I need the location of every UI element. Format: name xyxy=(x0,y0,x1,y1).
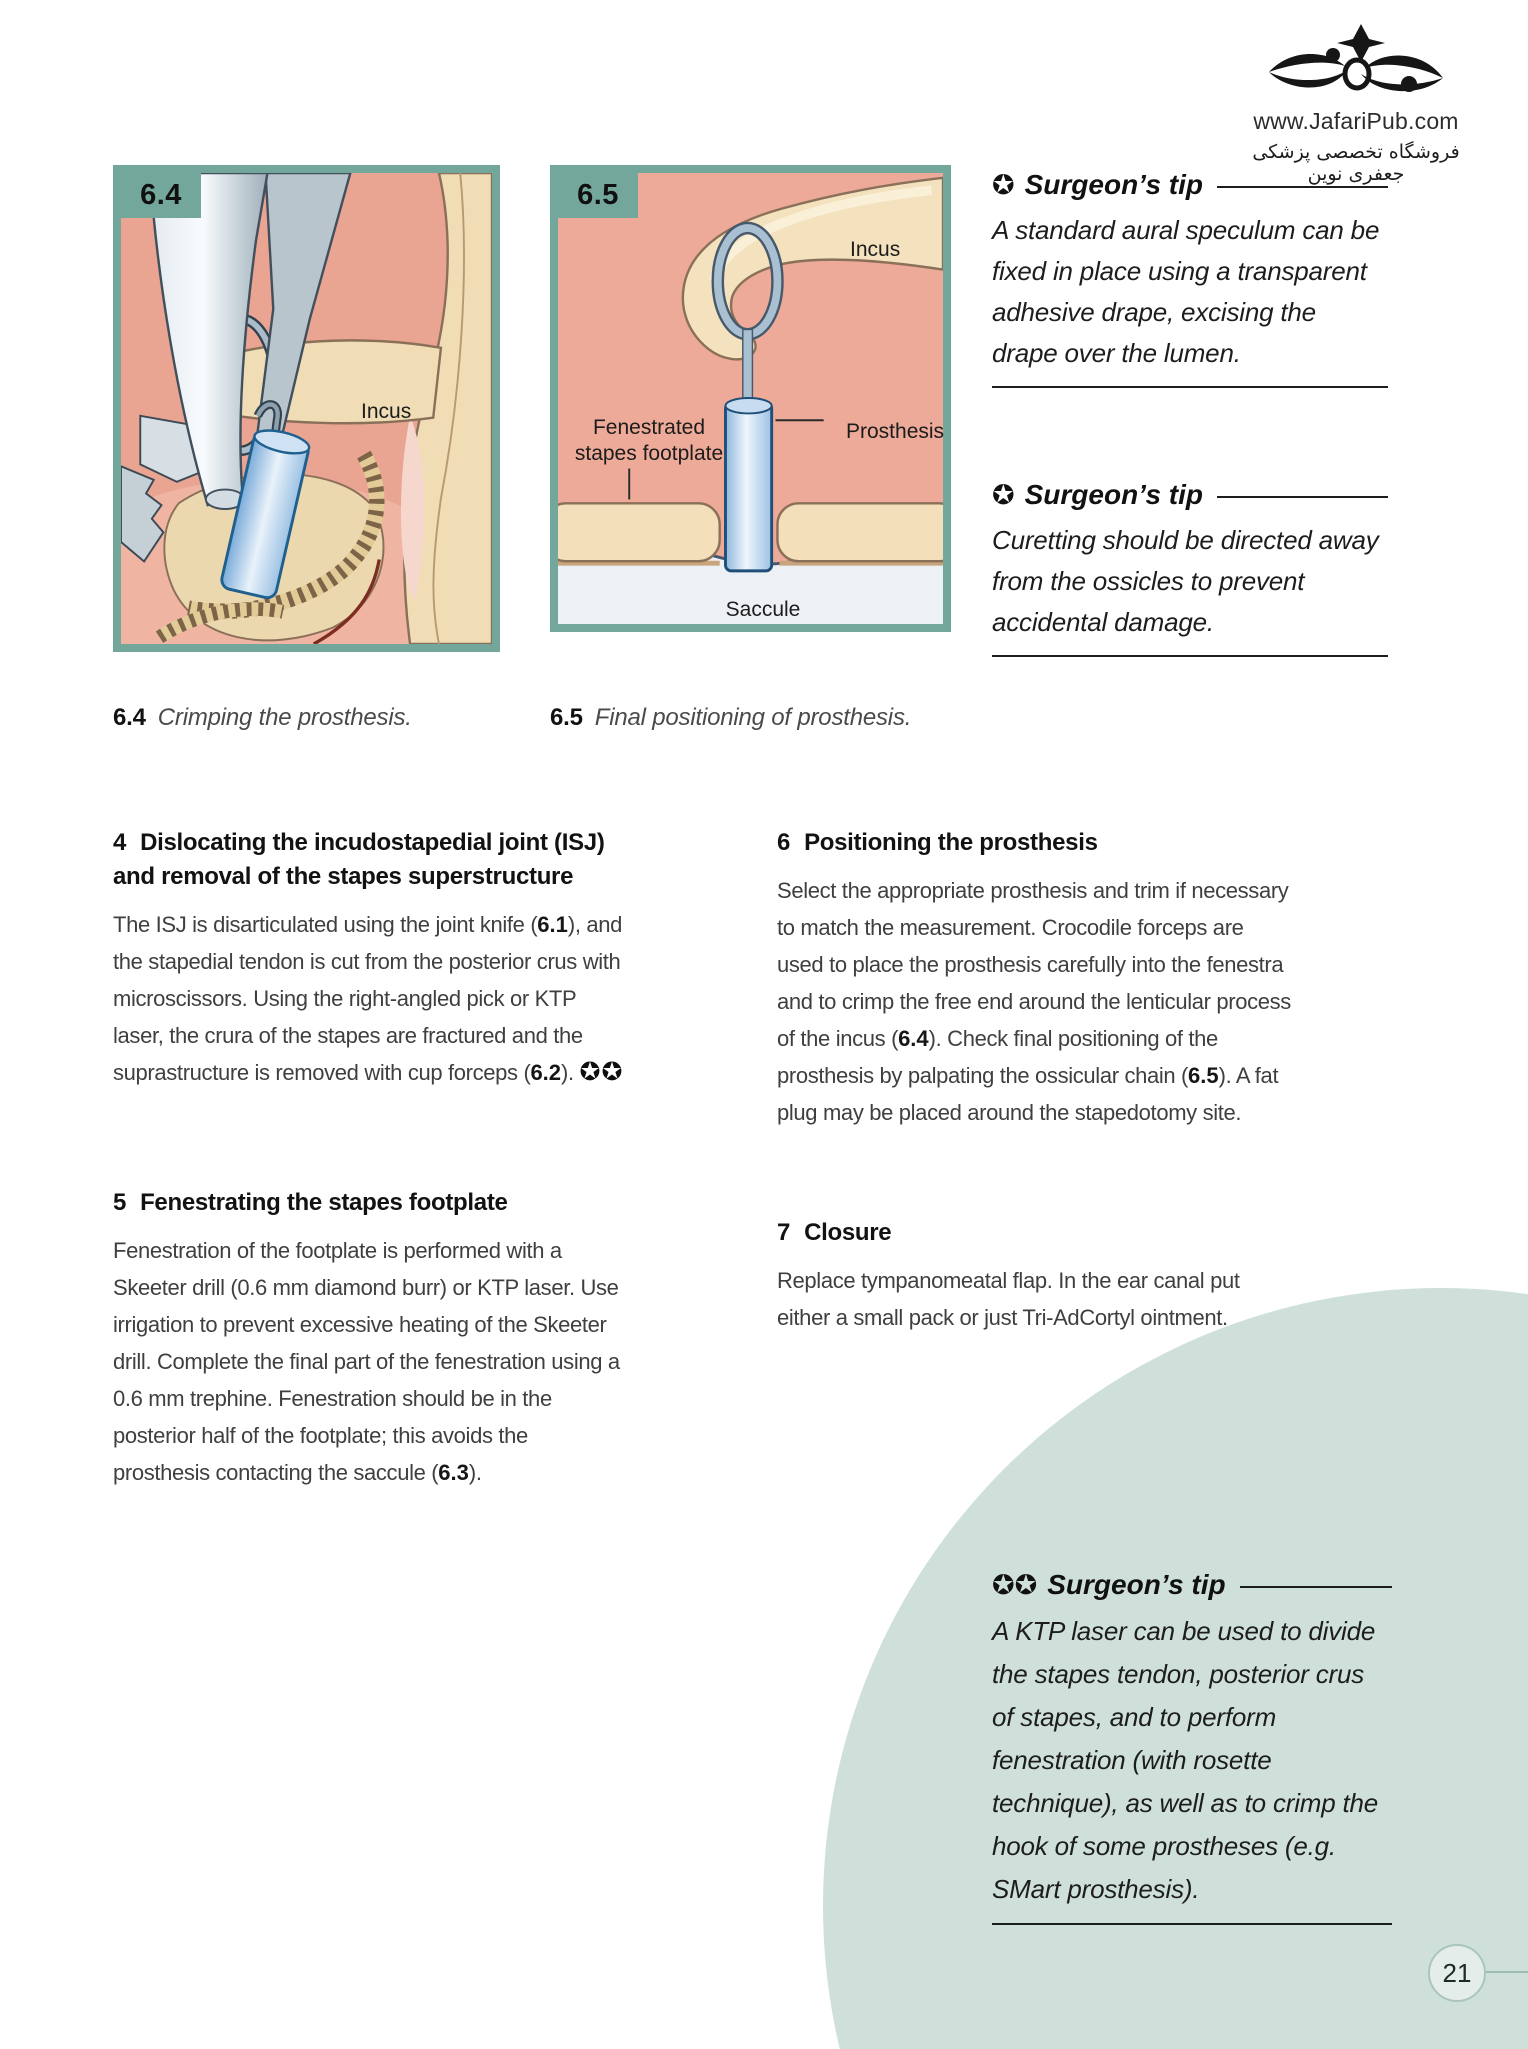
tip-title: Surgeon’s tip xyxy=(1024,169,1204,200)
tip-title-rule xyxy=(1217,186,1388,188)
figure-6-5-number-tag: 6.5 xyxy=(558,173,638,218)
section-4-body: The ISJ is disarticulated using the joint knife (6.1), and the stapedial tendon is cut from the posterior crus with microscissors. Using the right-angled pick or KTP laser, the crura of the stapes are fractured and the suprastructure is removed with cup forceps (6.2). ✪✪ xyxy=(113,912,624,1086)
figure-6-4-number-tag: 6.4 xyxy=(121,173,201,218)
figure-6-4 xyxy=(113,165,500,652)
section-6-heading xyxy=(777,826,1292,860)
section-7 xyxy=(777,1216,1292,1336)
section-5-heading xyxy=(113,1186,628,1220)
section-4 xyxy=(113,826,628,1091)
section-number: 7 xyxy=(777,1219,791,1246)
tip-title: Surgeon’s tip xyxy=(1047,1569,1226,1600)
caption-number: 6.5 xyxy=(550,704,583,731)
surgeons-tip-3 xyxy=(992,1568,1392,1925)
circled-star-icon: ✪ xyxy=(992,170,1015,200)
surgeons-tip-1 xyxy=(992,168,1388,388)
section-5-body: Fenestration of the footplate is performed with a Skeeter drill (0.6 mm diamond burr) or KTP laser. Use irrigation to prevent excessive heating of the Skeeter drill. Complete the final part of the fenestration using a 0.6 mm trephine. Fenestration should be in the posterior half of the footplate; this avoids the prosthesis contacting the saccule (6.3). xyxy=(113,1238,620,1485)
figure-6-4-illustration xyxy=(121,173,492,644)
tip-heading xyxy=(992,1568,1392,1602)
figure-6-5-label-saccule: Saccule xyxy=(725,598,801,621)
surgeons-tip-2 xyxy=(992,478,1388,657)
figure-6-4-caption xyxy=(113,704,412,732)
tip-text: Curetting should be directed away from the ossicles to prevent accidental damage. xyxy=(992,525,1379,637)
circled-star-icon: ✪ xyxy=(992,480,1015,510)
section-6-body: Select the appropriate prosthesis and trim if necessary to match the measurement. Crocodile forceps are used to place the prosthesis carefully into the fenestra and to crimp the free end around the lenticular process of the incus (6.4). Check final positioning of the prosthesis by palpating the ossicular chain (6.5). A fat plug may be placed around the stapedotomy site. xyxy=(777,878,1291,1125)
tip-text: A KTP laser can be used to divide the stapes tendon, posterior crus of stapes, and to perform fenestration (with rosette technique), as well as to crimp the hook of some prostheses (e.g. SMart prosthesis). xyxy=(992,1616,1379,1904)
section-title: Positioning the prosthesis xyxy=(804,829,1098,856)
caption-text: Crimping the prosthesis. xyxy=(157,704,412,731)
figure-6-4-label-incus: Incus xyxy=(361,400,412,423)
caption-text: Final positioning of prosthesis. xyxy=(594,704,912,731)
caption-number: 6.4 xyxy=(113,704,146,731)
section-number: 4 xyxy=(113,829,127,856)
tip-title-rule xyxy=(1240,1586,1392,1588)
section-title: Closure xyxy=(804,1219,892,1246)
publisher-subtitle-farsi: فروشگاه تخصصی پزشکی جعفری نوین xyxy=(1252,141,1460,185)
section-number: 6 xyxy=(777,829,791,856)
section-6 xyxy=(777,826,1292,1131)
figure-6-5 xyxy=(550,165,951,632)
figure-6-5-label-footplate: Fenestrated stapes footplate xyxy=(574,416,724,465)
page-number: 21 xyxy=(1442,1957,1472,1988)
publisher-logo xyxy=(1238,22,1474,185)
publisher-url: www.JafariPub.com xyxy=(1253,108,1459,134)
tip-heading xyxy=(992,478,1388,512)
section-title: Fenestrating the stapes footplate xyxy=(140,1189,508,1216)
section-4-heading xyxy=(113,826,628,894)
tip-heading xyxy=(992,168,1388,202)
circled-star-icons: ✪✪ xyxy=(992,1570,1038,1600)
tip-title: Surgeon’s tip xyxy=(1024,479,1204,510)
section-5 xyxy=(113,1186,628,1491)
tip-title-rule xyxy=(1217,496,1388,498)
page-number-badge xyxy=(1428,1944,1486,2002)
section-title: Dislocating the incudostapedial joint (ISJ) and removal of the stapes superstructure xyxy=(113,829,605,890)
figure-6-5-label-prosthesis: Prosthesis xyxy=(846,420,945,443)
section-7-heading xyxy=(777,1216,1292,1250)
publisher-logo-icon xyxy=(1261,22,1451,106)
section-number: 5 xyxy=(113,1189,127,1216)
figure-6-5-label-incus: Incus xyxy=(850,238,901,261)
page-number-rule xyxy=(1484,1971,1528,1973)
section-7-body: Replace tympanomeatal flap. In the ear canal put either a small pack or just Tri-AdCortyl ointment. xyxy=(777,1268,1240,1330)
figure-6-5-caption xyxy=(550,704,911,732)
tip-text: A standard aural speculum can be fixed in place using a transparent adhesive drape, excising the drape over the lumen. xyxy=(992,215,1380,368)
